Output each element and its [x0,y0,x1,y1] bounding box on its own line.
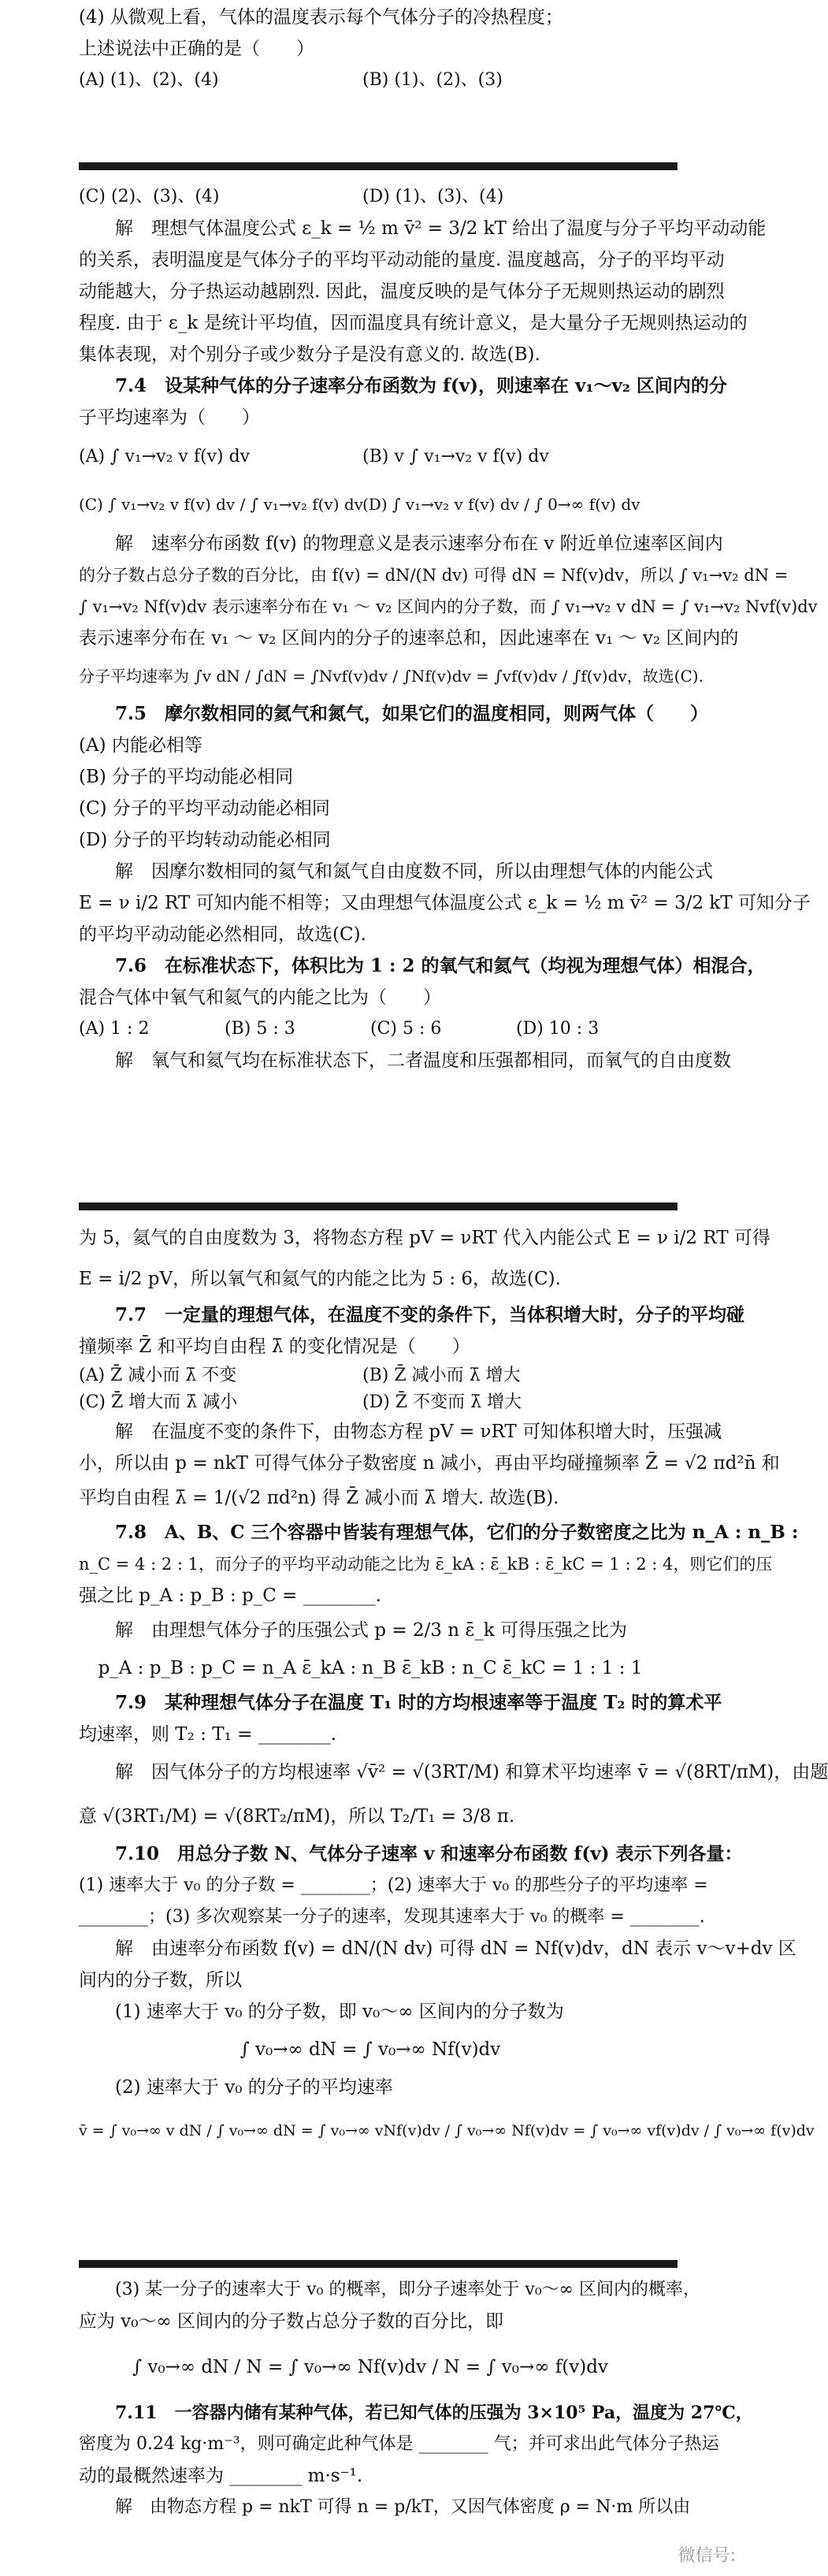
question-7-7: 7.7 一定量的理想气体，在温度不变的条件下，当体积增大时，分子的平均碰 [115,1304,745,1325]
option-b: (B) v ∫ v₁→v₂ v f(v) dv [362,447,549,467]
question-line: 强之比 p_A : p_B : p_C = ________. [79,1585,382,1606]
solution-line: 的关系，表明温度是气体分子的平均平动动能的量度. 温度越高，分子的平均平动 [79,250,725,270]
question-line: n_C = 4 : 2 : 1，而分子的平均平动动能之比为 ε̄_kA : ε̄_kB : ε̄_kC = 1 : 2 : 4，则它们的压 [79,1555,773,1574]
option-a: (A) 内能必相等 [79,735,202,756]
option-b: (B) (1)、(2)、(3) [362,70,503,90]
option-c: (C) 5 : 6 [370,1019,442,1039]
text-line: 应为 v₀～∞ 区间内的分子数占总分子数的百分比，即 [79,2311,503,2332]
option-a: (A) (1)、(2)、(4) [79,70,219,90]
option-b: (B) Z̄ 减小而 λ̄ 增大 [362,1366,521,1385]
solution-line: 解 因摩尔数相同的氦气和氮气自由度数不同，所以由理想气体的内能公式 [115,861,713,882]
question-line: 子平均速率为（ ） [79,407,260,428]
question-7-5: 7.5 摩尔数相同的氦气和氮气，如果它们的温度相同，则两气体（ ） [115,703,709,724]
option-c: (C) (2)、(3)、(4) [79,187,220,206]
solution-line: 解 理想气体温度公式 ε_k = ½ m v̄² = 3/2 kT 给出了温度与分子平均平动动能 [115,218,767,239]
options-row [79,1362,662,1389]
solution-line: 分子平均速率为 ∫v dN / ∫dN = ∫Nvf(v)dv / ∫Nf(v)dv = ∫vf(v)dv / ∫f(v)dv，故选(C). [79,667,704,686]
option-c: (C) ∫ v₁→v₂ v f(v) dv / ∫ v₁→v₂ f(v) dv [79,495,363,514]
question-7-9: 7.9 某种理想气体分子在温度 T₁ 时的方均根速率等于温度 T₂ 时的算术平 [115,1692,722,1713]
question-7-4: 7.4 设某种气体的分子速率分布函数为 f(v)，则速率在 v₁～v₂ 区间内的分 [115,375,727,396]
equation: v̄ = ∫ v₀→∞ v dN / ∫ v₀→∞ dN = ∫ v₀→∞ vNf(v)dv / ∫ v₀→∞ Nf(v)dv = ∫ v₀→∞ vf(v)dv / ∫ v₀→∞ f(v)dv [79,2122,815,2139]
options-row [79,65,662,96]
option-b: (B) 分子的平均动能必相同 [79,767,294,787]
solution-line: 解 由理想气体分子的压强公式 p = 2/3 n ε̄_k 可得压强之比为 [115,1620,628,1641]
solution-line: 解 由物态方程 p = nkT 可得 n = p/kT，又因气体密度 ρ = N·m 所以由 [115,2497,691,2517]
question-7-8: 7.8 A、B、C 三个容器中皆装有理想气体，它们的分子数密度之比为 n_A : n_B : [115,1522,799,1543]
solution-line: 解 因气体分子的方均根速率 √v̄² = √(3RT/M) 和算术平均速率 v̄ = √(8RT/πM)，由题 [115,1762,828,1782]
page-block-2 [0,175,818,1199]
option-a: (A) ∫ v₁→v₂ v f(v) dv [79,447,251,467]
page-block-4 [0,2274,756,2576]
solution-line: 解 氧气和氦气均在标准状态下，二者温度和压强都相同，而氧气的自由度数 [115,1050,731,1071]
option-d: (D) Z̄ 不变而 λ̄ 增大 [362,1392,522,1412]
question-line: 撞频率 Z̄ 和平均自由程 λ̄ 的变化情况是（ ） [79,1336,470,1357]
solution-line: 程度. 由于 ε_k 是统计平均值，因而温度具有统计意义，是大量分子无规则热运动的 [79,313,748,333]
options-row [79,481,662,528]
equation: p_A : p_B : p_C = n_A ε̄_kA : n_B ε̄_kB : n_C ε̄_kC = 1 : 1 : 1 [98,1658,643,1678]
options-row [79,175,662,213]
solution-line: 表示速率分布在 v₁ ～ v₂ 区间内的分子的速率总和，因此速率在 v₁ ～ v₂ 区间内的 [79,628,739,649]
solution-line: 集体表现，对个别分子或少数分子是没有意义的. 故选(B). [79,344,540,365]
solution-line: (1) 速率大于 v₀ 的分子数，即 v₀～∞ 区间内的分子数为 [115,2002,564,2022]
equation: ∫ v₀→∞ dN / N = ∫ v₀→∞ Nf(v)dv / N = ∫ v₀→∞ f(v)dv [132,2357,608,2377]
solution-line: 的分子数占总分子数的百分比，由 f(v) = dN/(N dv) 可得 dN = Nf(v)dv，所以 ∫ v₁→v₂ dN = [79,566,789,585]
option-d: (D) 分子的平均转动动能必相同 [79,830,331,850]
text-line: 为 5，氦气的自由度数为 3，将物态方程 pV = νRT 代入内能公式 E = ν i/2 RT 可得 [79,1228,770,1248]
question-line: ________；(3) 多次观察某一分子的速率，发现其速率大于 v₀ 的概率 = ________. [79,1907,705,1927]
question-line: 混合气体中氧气和氦气的内能之比为（ ） [79,987,441,1008]
solution-line: 意 √(3RT₁/M) = √(8RT₂/πM)，所以 T₂/T₁ = 3/8 π. [79,1806,515,1827]
solution-line: 间内的分子数，所以 [79,1970,242,1991]
text-line: 上述说法中正确的是（ ） [79,39,314,59]
options-row [79,1389,662,1416]
question-line: (1) 速率大于 v₀ 的分子数 = ________；(2) 速率大于 v₀ 的那些分子的平均速率 = [79,1875,708,1895]
page-separator [79,162,678,170]
option-b: (B) 5 : 3 [225,1019,295,1039]
question-7-11: 7.11 一容器内储有某种气体，若已知气体的压强为 3×10⁵ Pa，温度为 27℃， [115,2403,753,2423]
question-line: 密度为 0.24 kg·m⁻³，则可确定此种气体是 ________ 气；并可求出此气体分子热运 [79,2434,719,2454]
page-separator [79,1203,678,1210]
options-row [79,433,662,481]
question-line: 均速率，则 T₂ : T₁ = ________. [79,1724,337,1745]
option-a: (A) Z̄ 减小而 λ̄ 不变 [79,1366,237,1385]
text-line: E = i/2 pV，所以氧气和氦气的内能之比为 5 : 6，故选(C). [79,1269,561,1289]
question-7-10: 7.10 用总分子数 N、气体分子速率 v 和速率分布函数 f(v) 表示下列各量： [115,1843,743,1864]
solution-line: 动能越大，分子热运动越剧烈. 因此，温度反映的是气体分子无规则热运动的剧烈 [79,281,725,302]
page-block-1 [0,0,756,165]
option-c: (C) 分子的平均平动动能必相同 [79,798,330,819]
solution-line: 的平均平动动能必然相同，故选(C). [79,924,366,945]
option-d: (D) (1)、(3)、(4) [362,187,504,206]
watermark: 微信号: [678,2546,736,2566]
solution-line: 平均自由程 λ̄ = 1/(√2 πd²n) 得 Z̄ 减小而 λ̄ 增大. 故选(B). [79,1488,559,1508]
question-line: 动的最概然速率为 ________ m·s⁻¹. [79,2466,363,2486]
solution-line: 小，所以由 p = nkT 可得气体分子数密度 n 减小，再由平均碰撞频率 Z̄ = √2 πd²n̄ 和 [79,1453,780,1474]
option-a: (A) 1 : 2 [79,1019,150,1039]
option-c: (C) Z̄ 增大而 λ̄ 减小 [79,1392,238,1412]
solution-line: 解 由速率分布函数 f(v) = dN/(N dv) 可得 dN = Nf(v)dv，dN 表示 v～v+dv 区 [115,1939,796,1959]
solution-line: ∫ v₁→v₂ Nf(v)dv 表示速率分布在 v₁ ～ v₂ 区间内的分子数，而 ∫ v₁→v₂ v dN = ∫ v₁→v₂ Nvf(v)dv [79,597,818,616]
option-d: (D) ∫ v₁→v₂ v f(v) dv / ∫ 0→∞ f(v) dv [362,495,640,514]
options-row [79,1013,662,1045]
solution-line: E = ν i/2 RT 可知内能不相等；又由理想气体温度公式 ε_k = ½ m v̄² = 3/2 kT 可知分子 [79,893,811,913]
text-line: (4) 从微观上看，气体的温度表示每个气体分子的冷热程度； [79,7,563,28]
question-7-6: 7.6 在标准状态下，体积比为 1 : 2 的氧气和氦气（均视为理想气体）相混合， [115,955,766,976]
page-separator [79,2260,678,2268]
text-line: (3) 某一分子的速率大于 v₀ 的概率，即分子速率处于 v₀～∞ 区间内的概率， [115,2280,700,2299]
equation: ∫ v₀→∞ dN = ∫ v₀→∞ Nf(v)dv [239,2039,501,2060]
page-block-3 [0,1217,828,2254]
solution-line: 解 速率分布函数 f(v) 的物理意义是表示速率分布在 v 附近单位速率区间内 [115,533,723,554]
solution-line: (2) 速率大于 v₀ 的分子的平均速率 [115,2077,393,2098]
option-d: (D) 10 : 3 [516,1019,600,1039]
solution-line: 解 在温度不变的条件下，由物态方程 pV = νRT 可知体积增大时，压强减 [115,1422,722,1442]
